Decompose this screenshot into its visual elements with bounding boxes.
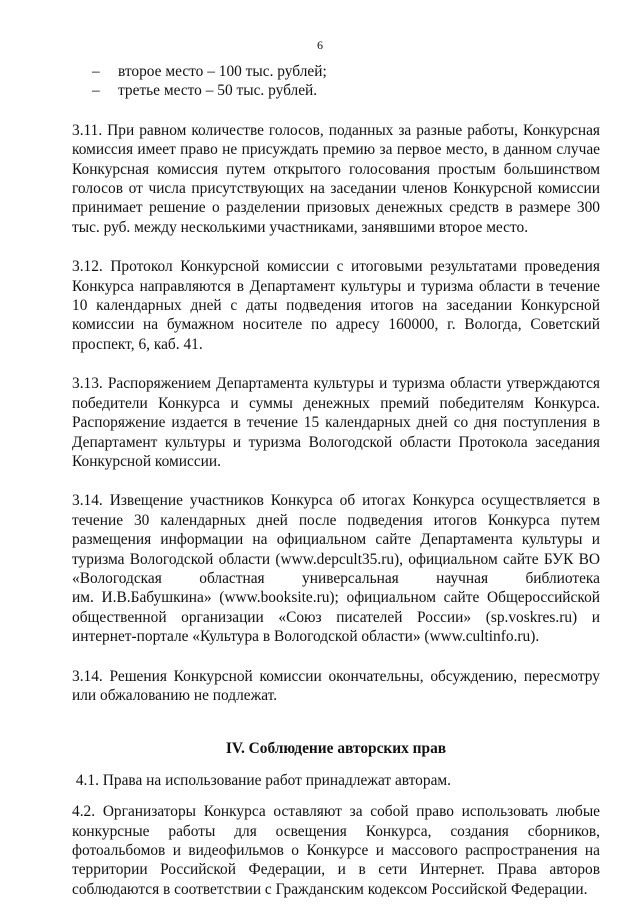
paragraph-line: соблюдаются в соответствии с Гражданским кодексом Российской Федерации. xyxy=(72,880,588,898)
paragraph-line: 3.11. При равном количестве голосов, поданных за разные работы, Конкурсная xyxy=(72,121,600,139)
paragraph-line: размещения информации на официальном сайте Департамента культуры и xyxy=(72,531,600,549)
paragraph-line: 3.13. Распоряжением Департамента культуры и туризма области утверждаются xyxy=(72,375,600,393)
paragraph-line: фотоальбомов и видеофильмов о Конкурсе и массового распространения на xyxy=(72,842,600,859)
paragraph-line: общественной организации «Союз писателей России» (sp.voskres.ru) и xyxy=(72,608,600,626)
paragraph-4-1 xyxy=(72,771,600,790)
paragraph-3-11 xyxy=(72,121,600,237)
paragraph-line: 4.1. Права на использование работ принадлежат авторам. xyxy=(72,771,451,789)
list-dash: – xyxy=(92,63,100,80)
paragraph-line: территории Российской Федерации, и в сети Интернет. Права авторов xyxy=(72,861,600,879)
paragraph-line: Распоряжение издается в течение 15 календарных дней со дня поступления в xyxy=(72,414,600,432)
paragraph-line: проспект, 6, каб. 41. xyxy=(72,335,203,353)
paragraph-line: голосов от числа присутствующих на заседании членов Конкурсной комиссии xyxy=(72,180,600,198)
page-number: 6 xyxy=(317,38,323,52)
list-item xyxy=(92,62,600,81)
document-body xyxy=(72,62,600,899)
paragraph-4-2 xyxy=(72,802,600,899)
paragraph-line: 10 календарных дней с даты подведения итогов на заседании Конкурсной xyxy=(72,297,600,315)
paragraph-line: комиссия имеет право не присуждать премию за первое место, в данном случае xyxy=(72,141,600,159)
paragraph-line: принимает решение о разделении призовых денежных средств в размере 300 xyxy=(72,199,600,217)
paragraph-line: Конкурсная комиссия путем открытого голосования простым большинством xyxy=(72,160,600,178)
paragraph-3-14-decisions xyxy=(72,667,600,706)
paragraph-line: Конкурсной комиссии. xyxy=(72,452,221,470)
section-heading: IV. Соблюдение авторских прав xyxy=(225,740,447,758)
list-dash: – xyxy=(92,82,100,100)
list-item xyxy=(92,81,600,100)
paragraph-line: 4.2. Организаторы Конкурса оставляют за собой право использовать любые xyxy=(72,803,600,821)
paragraph-3-13 xyxy=(72,374,600,471)
paragraph-line: Конкурса направляются в Департамент культуры и туризма области в течение xyxy=(72,277,600,295)
paragraph-line: тыс. руб. между несколькими участниками, занявшими второе место. xyxy=(72,218,529,236)
paragraph-line: 3.12. Протокол Конкурсной комиссии с итоговыми результатами проведения xyxy=(72,258,600,276)
paragraph-line: или обжалованию не подлежат. xyxy=(72,686,278,704)
paragraph-3-12 xyxy=(72,257,600,354)
paragraph-line: туризма Вологодской области (www.depcult35.ru), официальном сайте БУК ВО xyxy=(72,550,600,568)
list-item-text: второе место – 100 тыс. рублей; xyxy=(118,63,327,80)
paragraph-3-14-notice xyxy=(72,491,600,646)
paragraph-line: 3.14. Решения Конкурсной комиссии окончательны, обсуждению, пересмотру xyxy=(72,667,600,685)
list-item-text: третье место – 50 тыс. рублей. xyxy=(118,82,318,100)
paragraph-line: Департамент культуры и туризма Вологодской области Протокола заседания xyxy=(72,433,600,451)
paragraph-line: конкурсные работы для освещения Конкурса, создания сборников, xyxy=(72,822,600,840)
paragraph-line: 3.14. Извещение участников Конкурса об итогах Конкурса осуществляется в xyxy=(72,492,600,510)
paragraph-line: победители Конкурса и суммы денежных премий победителям Конкурса. xyxy=(72,394,600,412)
paragraph-line: комиссии на бумажном носителе по адресу 160000, г. Вологда, Советский xyxy=(72,316,600,334)
paragraph-line: им. И.В.Бабушкина» (www.booksite.ru); официальном сайте Общероссийской xyxy=(72,589,600,607)
paragraph-line: интернет-портале «Культура в Вологодской области» (www.cultinfo.ru). xyxy=(72,628,540,646)
paragraph-line: течение 30 календарных дней после подведения итогов Конкурса путем xyxy=(72,511,600,529)
paragraph-line: «Вологодская областная универсальная научная библиотека xyxy=(72,569,600,587)
